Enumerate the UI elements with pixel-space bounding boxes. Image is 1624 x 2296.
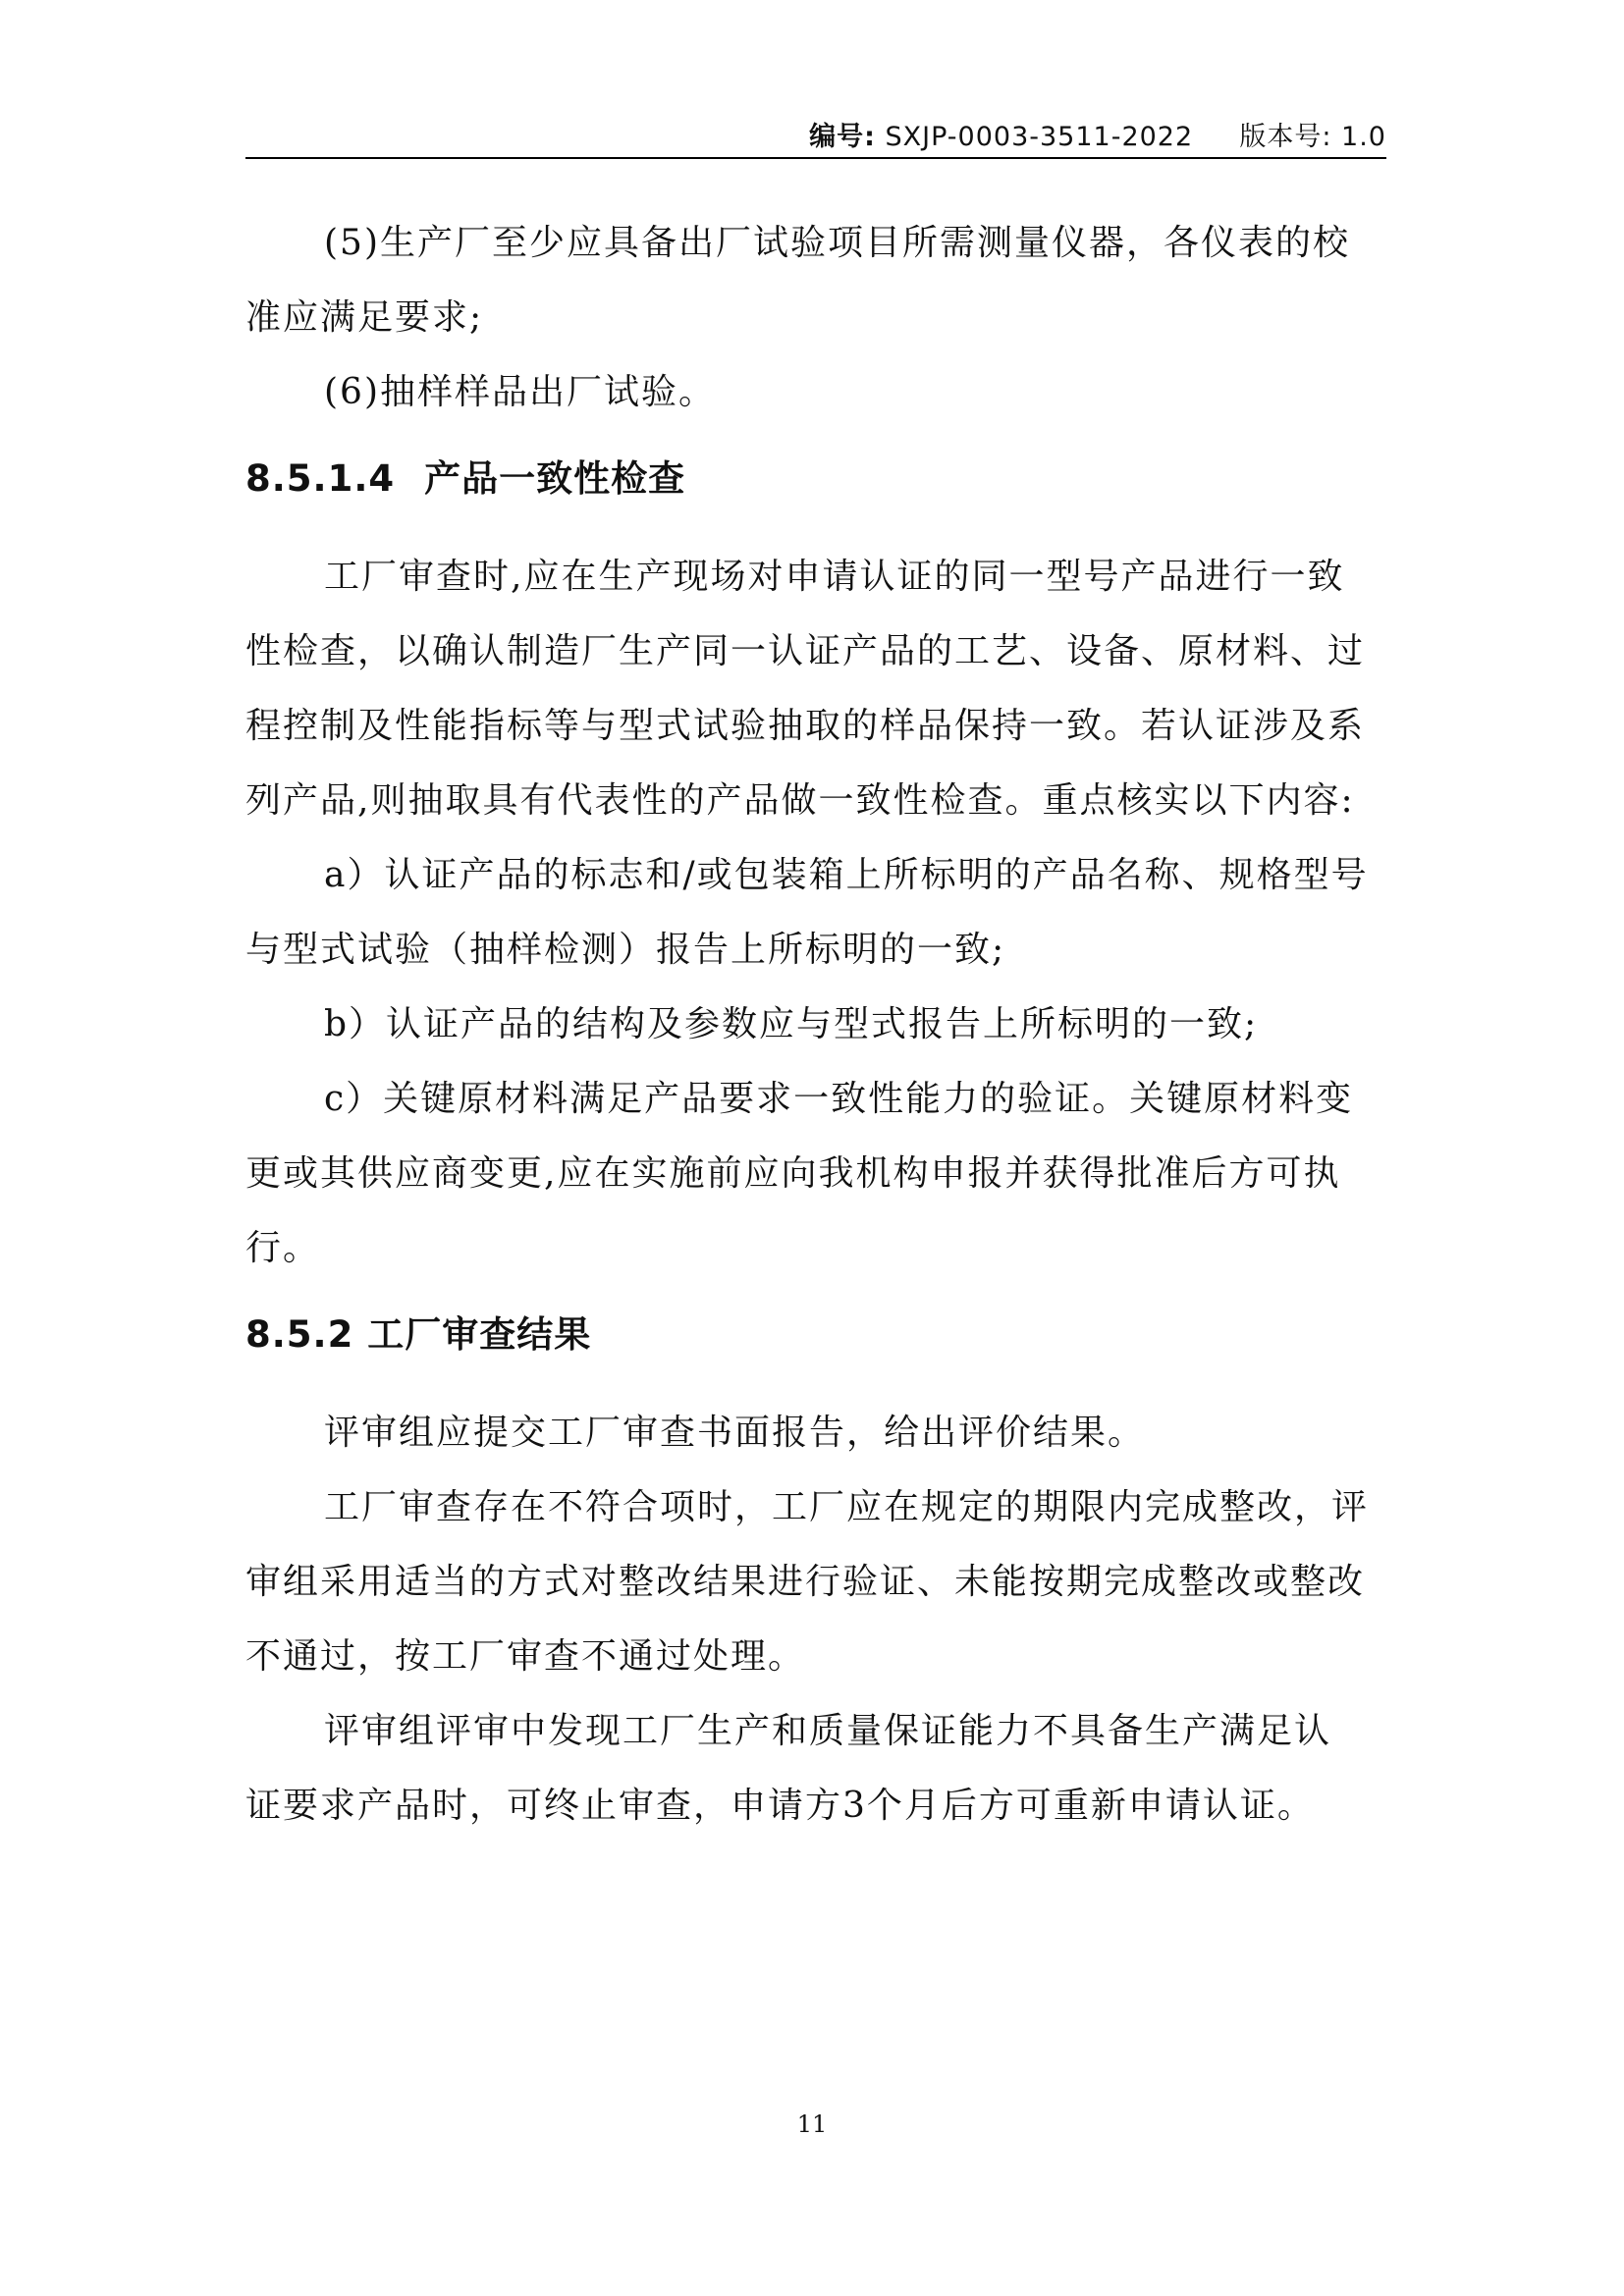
page-number: 11 (796, 2110, 828, 2138)
item-5-line-2: 准应满足要求; (245, 297, 484, 338)
section-title: 工厂审查结果 (367, 1313, 592, 1356)
consistency-intro (245, 540, 1386, 838)
item-b: b）认证产品的结构及参数应与型式报告上所标明的一致; (324, 1004, 1259, 1044)
result-para-3 (245, 1694, 1386, 1843)
intro-line-4: 列产品,则抽取具有代表性的产品做一致性检查。重点核实以下内容: (245, 780, 1355, 821)
result-para-1: 评审组应提交工厂审查书面报告，给出评价结果。 (324, 1413, 1146, 1453)
item-c (245, 1062, 1386, 1286)
para-3-line-1: 评审组评审中发现工厂生产和质量保证能力不具备生产满足认 (324, 1711, 1332, 1751)
doc-code-value: SXJP-0003-3511-2022 (885, 122, 1194, 152)
version-label: 版本号: (1239, 122, 1332, 152)
para-3-line-2: 证要求产品时，可终止审查，申请方3个月后方可重新申请认证。 (245, 1786, 1315, 1826)
item-a-line-2: 与型式试验（抽样检测）报告上所标明的一致; (245, 930, 1006, 970)
section-heading-8514 (245, 442, 1386, 516)
item-6: (6)抽样样品出厂试验。 (324, 372, 716, 412)
section-title: 产品一致性检查 (424, 457, 686, 500)
item-c-line-2: 更或其供应商变更,应在实施前应向我机构申报并获得批准后方可执 (245, 1153, 1341, 1194)
version-value: 1.0 (1341, 122, 1386, 152)
item-a (245, 838, 1386, 988)
item-a-line-1: a）认证产品的标志和/或包装箱上所标明的产品名称、规格型号 (324, 855, 1369, 895)
page-header (245, 116, 1386, 159)
section-number: 8.5.2 (245, 1313, 354, 1356)
para-2-line-3: 不通过，按工厂审查不通过处理。 (245, 1636, 806, 1677)
item-5-line-1: (5)生产厂至少应具备出厂试验项目所需测量仪器，各仪表的校 (324, 223, 1350, 263)
doc-code-label: 编号: (809, 122, 876, 152)
para-2-line-1: 工厂审查存在不符合项时，工厂应在规定的期限内完成整改，评 (324, 1487, 1370, 1527)
item-c-line-1: c）关键原材料满足产品要求一致性能力的验证。关键原材料变 (324, 1079, 1354, 1119)
page-body (245, 206, 1386, 1843)
para-2-line-2: 审组采用适当的方式对整改结果进行验证、未能按期完成整改或整改 (245, 1562, 1366, 1602)
result-para-2 (245, 1470, 1386, 1694)
intro-line-1: 工厂审查时,应在生产现场对申请认证的同一型号产品进行一致 (324, 557, 1345, 597)
item-c-line-3: 行。 (245, 1228, 321, 1268)
section-heading-852 (245, 1298, 1386, 1372)
intro-line-3: 程控制及性能指标等与型式试验抽取的样品保持一致。若认证涉及系 (245, 706, 1366, 746)
section-number: 8.5.1.4 (245, 457, 396, 500)
header-divider (245, 157, 1386, 159)
item-5 (245, 206, 1386, 355)
intro-line-2: 性检查，以确认制造厂生产同一认证产品的工艺、设备、原材料、过 (245, 631, 1366, 671)
